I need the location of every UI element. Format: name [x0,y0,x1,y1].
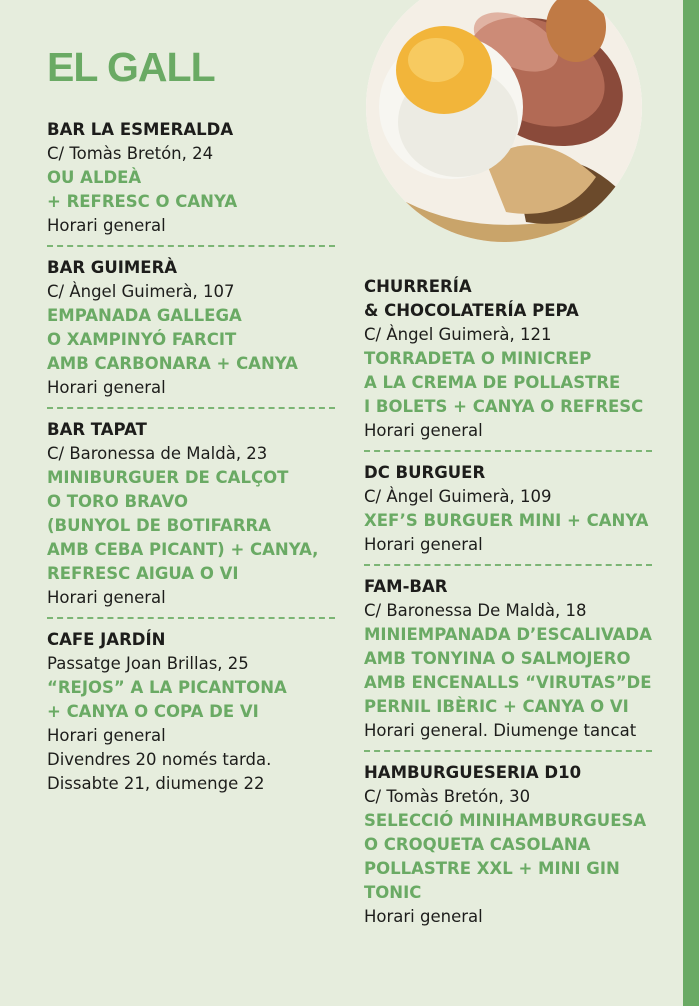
venue-name: HAMBURGUESERIA D10 [364,763,582,782]
list-item [364,575,664,743]
list-item [364,461,664,557]
venue-hours: Horari general [47,378,166,397]
fried-egg-sausage-photo-icon [366,0,642,242]
food-photo [366,0,642,242]
list-item [364,761,664,929]
list-item [47,628,347,796]
venue-hours: Horari general [364,535,483,554]
venue-name: FAM-BAR [364,577,448,596]
venue-address: C/ Àngel Guimerà, 121 [364,325,552,344]
venue-offer: EMPANADA GALLEGA O XAMPINYÓ FARCIT AMB CARBONARA + CANYA [47,306,298,373]
venue-offer: MINIEMPANADA D’ESCALIVADA AMB TONYINA O SALMOJERO AMB ENCENALLS “VIRUTAS”DE PERNIL IBÈRIC + CANYA O VI [364,625,652,716]
dashed-divider [47,617,335,619]
list-item [47,118,347,238]
dashed-divider [47,407,335,409]
venue-address: Passatge Joan Brillas, 25 [47,654,249,673]
venue-name: BAR LA ESMERALDA [47,120,234,139]
venue-address: C/ Tomàs Bretón, 24 [47,144,214,163]
venue-offer: “REJOS” A LA PICANTONA + CANYA O COPA DE VI [47,678,287,721]
dashed-divider [364,564,652,566]
venue-offer: OU ALDEÀ + REFRESC O CANYA [47,168,238,211]
dashed-divider [364,750,652,752]
list-item [47,256,347,400]
list-item [47,418,347,610]
left-column [47,118,347,796]
venue-hours: Horari general [364,907,483,926]
venue-hours: Horari general [47,216,166,235]
venue-name: BAR TAPAT [47,420,147,439]
venue-hours: Horari general [47,588,166,607]
side-stripe [683,0,699,1006]
venue-address: C/ Baronessa de Maldà, 23 [47,444,268,463]
venue-name: CAFE JARDÍN [47,630,166,649]
page-title: EL GALL [47,44,215,90]
venue-name: DC BURGUER [364,463,486,482]
right-column [364,275,664,929]
venue-offer: MINIBURGUER DE CALÇOT O TORO BRAVO (BUNYOL DE BOTIFARRA AMB CEBA PICANT) + CANYA, REFRESC AIGUA O VI [47,468,319,583]
venue-offer: SELECCIÓ MINIHAMBURGUESA O CROQUETA CASOLANA POLLASTRE XXL + MINI GIN TONIC [364,811,647,902]
venue-offer: XEF’S BURGUER MINI + CANYA [364,511,649,530]
venue-address: C/ Àngel Guimerà, 107 [47,282,235,301]
venue-hours: Horari general Divendres 20 només tarda. Dissabte 21, diumenge 22 [47,726,272,793]
venue-offer: TORRADETA O MINICREP A LA CREMA DE POLLASTRE I BOLETS + CANYA O REFRESC [364,349,644,416]
venue-hours: Horari general. Diumenge tancat [364,721,637,740]
venue-hours: Horari general [364,421,483,440]
venue-name: CHURRERÍA & CHOCOLATERÍA PEPA [364,277,579,320]
venue-address: C/ Àngel Guimerà, 109 [364,487,552,506]
venue-address: C/ Tomàs Bretón, 30 [364,787,531,806]
venue-name: BAR GUIMERÀ [47,258,178,277]
list-item [364,275,664,443]
venue-address: C/ Baronessa De Maldà, 18 [364,601,587,620]
dashed-divider [47,245,335,247]
dashed-divider [364,450,652,452]
